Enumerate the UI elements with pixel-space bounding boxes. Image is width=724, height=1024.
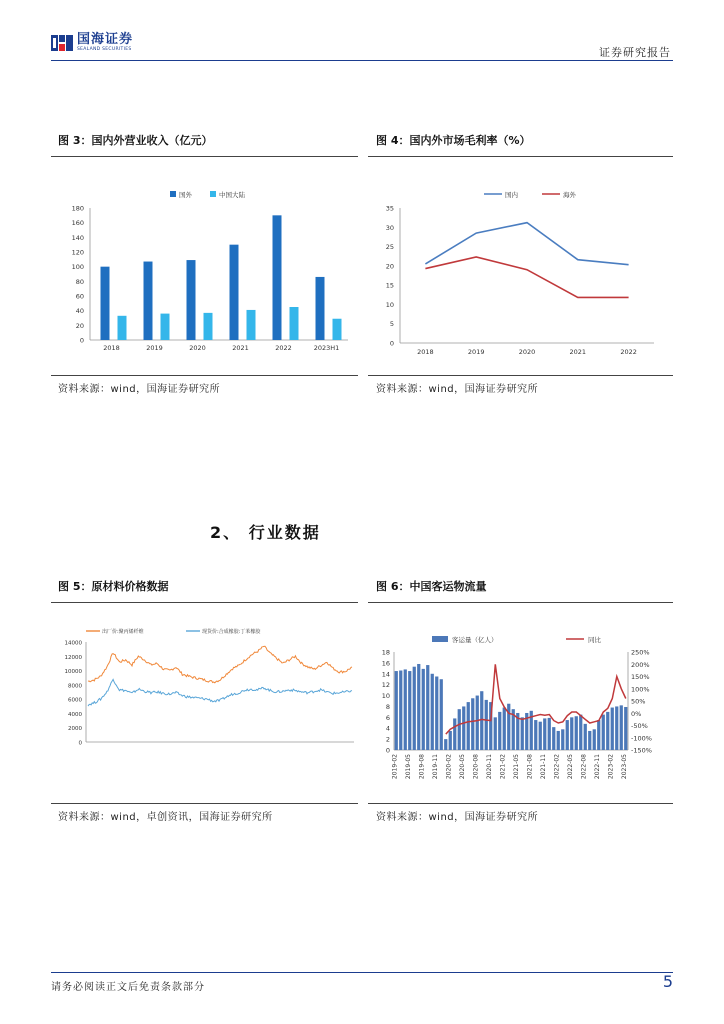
- fig6-x-tick-label: 2019-11: [431, 754, 439, 780]
- fig5-title: 图 5：原材料价格数据: [58, 580, 169, 593]
- fig4-legend-label: 海外: [563, 191, 576, 199]
- fig6-bar: [408, 671, 411, 750]
- page-number: 5: [662, 972, 673, 991]
- fig6-x-tick-label: 2022-08: [580, 754, 588, 780]
- fig6-bar: [624, 707, 627, 750]
- fig5-series-line: [88, 646, 352, 683]
- fig3-y-tick-label: 120: [71, 248, 84, 257]
- fig4-y-tick-label: 25: [385, 243, 394, 252]
- fig6-bar: [548, 718, 551, 750]
- fig6-right-tick-label: 250%: [631, 648, 650, 657]
- fig3-bar: [118, 316, 127, 340]
- fig6-bar: [449, 731, 452, 750]
- fig5-bottom-rule: [51, 803, 358, 804]
- fig3-legend-label: 国外: [179, 191, 192, 199]
- fig6-x-tick-label: 2021-08: [526, 754, 534, 780]
- fig6-top-rule: [368, 602, 673, 603]
- fig6-left-tick-label: 14: [381, 670, 390, 679]
- fig6-right-tick-label: 0%: [631, 709, 642, 718]
- fig6-bar: [404, 669, 407, 750]
- fig6-right-tick-label: -150%: [631, 746, 652, 755]
- fig6-bar: [440, 679, 443, 750]
- footer-disclaimer: 请务必阅读正文后免责条款部分: [51, 982, 205, 993]
- fig3-y-tick-label: 60: [75, 292, 84, 301]
- fig4-y-tick-label: 10: [385, 300, 394, 309]
- fig4-y-tick-label: 5: [389, 320, 394, 329]
- fig6-x-tick-label: 2019-02: [391, 754, 399, 780]
- fig5-y-tick-label: 0: [78, 740, 82, 747]
- fig3-y-tick-label: 140: [71, 233, 84, 242]
- fig6-bar: [593, 729, 596, 750]
- fig6-bar: [462, 706, 465, 750]
- fig4-top-rule: [368, 156, 673, 157]
- fig4-title: 图 4：国内外市场毛利率（%）: [376, 134, 531, 147]
- fig4-y-tick-label: 20: [385, 262, 394, 271]
- fig3-y-tick-label: 80: [75, 277, 84, 286]
- fig6-left-tick-label: 0: [385, 746, 390, 755]
- fig3-legend-label: 中国大陆: [219, 191, 245, 199]
- fig3-y-tick-label: 0: [79, 336, 84, 345]
- logo-en-text: SEALAND SECURITIES: [77, 47, 132, 53]
- fig4-series-line: [425, 257, 628, 298]
- fig6-x-tick-label: 2020-02: [445, 754, 453, 780]
- fig3-bottom-rule: [51, 375, 358, 376]
- fig6-x-tick-label: 2019-05: [404, 754, 412, 780]
- fig6-left-tick-label: 10: [381, 692, 390, 701]
- fig6-right-tick-label: -100%: [631, 734, 652, 743]
- fig3-x-tick-label: 2023H1: [313, 344, 340, 352]
- fig6-left-tick-label: 8: [385, 702, 390, 711]
- section-heading: 2、 行业数据: [210, 523, 321, 542]
- fig6-bar: [413, 667, 416, 750]
- fig3-bar: [333, 319, 342, 340]
- fig6-x-tick-label: 2019-08: [418, 754, 426, 780]
- fig6-left-tick-label: 12: [381, 681, 390, 690]
- fig4-y-tick-label: 30: [385, 223, 394, 232]
- fig6-bar: [575, 716, 578, 750]
- fig6-bar: [611, 708, 614, 750]
- fig6-bar: [521, 717, 524, 750]
- fig6-bar: [579, 715, 582, 750]
- fig3-x-tick-label: 2022: [275, 344, 292, 352]
- fig5-source: 资料来源：wind，卓创资讯，国海证券研究所: [58, 812, 273, 823]
- fig4-x-tick-label: 2018: [417, 348, 434, 356]
- fig6-bar: [395, 671, 398, 750]
- report-type-label: 证券研究报告: [599, 46, 671, 59]
- header-divider: [51, 60, 673, 61]
- fig6-x-tick-label: 2023-05: [620, 754, 628, 780]
- fig3-x-tick-label: 2018: [103, 344, 120, 352]
- fig6-bar: [458, 709, 461, 750]
- fig6-bar: [615, 706, 618, 750]
- fig3-x-tick-label: 2021: [232, 344, 249, 352]
- fig6-bar: [539, 722, 542, 750]
- fig6-bar: [557, 731, 560, 750]
- fig6-bar: [422, 669, 425, 750]
- fig5-y-tick-label: 6000: [68, 697, 82, 704]
- fig6-bar: [480, 691, 483, 750]
- fig6-right-tick-label: 150%: [631, 673, 650, 681]
- fig3-y-tick-label: 160: [71, 219, 84, 228]
- fig4-source: 资料来源：wind，国海证券研究所: [376, 384, 539, 395]
- fig6-x-tick-label: 2020-08: [472, 754, 480, 780]
- fig6-bar: [602, 715, 605, 750]
- fig4-x-tick-label: 2019: [467, 348, 485, 356]
- fig3-bar: [161, 314, 170, 340]
- fig3-bar: [316, 277, 325, 340]
- fig6-legend-swatch: [432, 636, 448, 642]
- fig3-chart: [58, 180, 358, 360]
- fig5-y-tick-label: 8000: [68, 683, 82, 690]
- fig6-right-tick-label: 50%: [631, 697, 646, 706]
- fig3-legend-swatch: [210, 191, 216, 197]
- fig3-y-tick-label: 40: [75, 307, 84, 316]
- fig3-bar: [204, 313, 213, 340]
- fig6-x-tick-label: 2020-11: [485, 754, 493, 780]
- fig3-bar: [290, 307, 299, 340]
- fig6-bar: [570, 717, 573, 750]
- fig6-right-tick-label: 100%: [631, 685, 650, 694]
- fig5-top-rule: [51, 602, 358, 603]
- fig5-y-tick-label: 4000: [68, 711, 82, 718]
- fig6-bar: [399, 671, 402, 750]
- fig3-bar: [101, 267, 110, 340]
- fig6-bar: [426, 665, 429, 750]
- fig3-bar: [230, 245, 239, 340]
- fig6-bar: [561, 729, 564, 750]
- fig6-left-tick-label: 4: [385, 724, 390, 733]
- logo-cn-text: 国海证券: [77, 32, 134, 48]
- fig4-x-tick-label: 2020: [518, 348, 536, 356]
- fig3-legend-swatch: [170, 191, 176, 197]
- fig5-y-tick-label: 14000: [64, 640, 82, 647]
- fig4-chart: [372, 180, 667, 360]
- logo-mark-icon: [51, 33, 73, 53]
- fig6-bar: [620, 705, 623, 750]
- fig3-x-tick-label: 2020: [189, 344, 206, 352]
- fig3-source: 资料来源：wind，国海证券研究所: [58, 384, 221, 395]
- fig3-y-tick-label: 20: [75, 321, 84, 330]
- company-logo: [51, 32, 133, 54]
- fig5-series-line: [88, 679, 352, 706]
- fig5-legend-label: 出厂价:聚丙烯纤维: [102, 629, 144, 635]
- fig6-bar: [467, 702, 470, 750]
- fig4-y-tick-label: 0: [389, 339, 394, 348]
- fig6-bar: [584, 724, 587, 750]
- fig6-bar: [485, 700, 488, 750]
- fig3-x-tick-label: 2019: [146, 344, 163, 352]
- fig6-x-tick-label: 2021-11: [539, 754, 547, 780]
- fig3-bar: [187, 260, 196, 340]
- fig6-right-tick-label: -50%: [631, 722, 648, 730]
- fig3-y-tick-label: 180: [71, 204, 84, 213]
- fig3-bar: [273, 215, 282, 340]
- fig6-bottom-rule: [368, 803, 673, 804]
- fig3-y-tick-label: 100: [71, 263, 84, 272]
- fig5-legend-label: 现货价:合成橡胶:丁苯橡胶: [202, 629, 261, 635]
- fig4-y-tick-label: 15: [385, 281, 394, 290]
- fig6-x-tick-label: 2021-05: [512, 754, 520, 780]
- fig4-x-tick-label: 2021: [569, 348, 587, 356]
- fig6-bar: [476, 696, 479, 750]
- fig6-bar: [597, 720, 600, 750]
- fig4-y-tick-label: 35: [385, 204, 394, 213]
- fig4-series-line: [425, 223, 628, 265]
- fig6-bar: [498, 712, 501, 750]
- fig6-bar: [431, 674, 434, 750]
- fig6-bar: [494, 717, 497, 750]
- fig6-bar: [534, 720, 537, 750]
- fig6-title: 图 6：中国客运物流量: [376, 580, 487, 593]
- fig6-x-tick-label: 2020-05: [458, 754, 466, 780]
- fig5-chart: [56, 622, 358, 797]
- fig6-left-tick-label: 16: [381, 659, 390, 668]
- fig6-bar: [503, 708, 506, 750]
- fig3-bar: [247, 310, 256, 340]
- fig3-top-rule: [51, 156, 358, 157]
- fig5-y-tick-label: 10000: [64, 669, 82, 676]
- fig6-chart: [370, 630, 670, 798]
- fig6-bar: [453, 718, 456, 750]
- fig6-bar: [471, 698, 474, 750]
- fig6-bar: [543, 718, 546, 750]
- fig6-source: 资料来源：wind，国海证券研究所: [376, 812, 539, 823]
- fig6-x-tick-label: 2021-02: [499, 754, 507, 780]
- fig6-x-tick-label: 2022-02: [553, 754, 561, 780]
- fig4-legend-label: 国内: [505, 191, 518, 199]
- fig4-bottom-rule: [368, 375, 673, 376]
- fig3-title: 图 3：国内外营业收入（亿元）: [58, 134, 213, 147]
- fig6-left-tick-label: 18: [381, 648, 390, 657]
- fig6-bar: [435, 677, 438, 751]
- fig6-bar: [552, 727, 555, 750]
- fig6-bar: [606, 712, 609, 750]
- fig6-left-tick-label: 2: [385, 735, 390, 744]
- fig6-bar: [566, 720, 569, 750]
- fig5-y-tick-label: 2000: [68, 726, 82, 733]
- fig6-left-tick-label: 6: [385, 713, 390, 722]
- fig6-right-tick-label: 200%: [631, 660, 650, 669]
- fig3-bar: [144, 262, 153, 340]
- fig6-x-tick-label: 2023-02: [607, 754, 615, 780]
- fig6-legend-label: 客运量（亿人）: [452, 636, 498, 644]
- fig4-x-tick-label: 2022: [620, 348, 637, 356]
- fig6-legend-label: 同比: [588, 636, 601, 644]
- footer-divider: [51, 972, 673, 973]
- fig6-x-tick-label: 2022-11: [593, 754, 601, 780]
- fig6-bar: [417, 664, 420, 750]
- fig5-y-tick-label: 12000: [64, 654, 82, 661]
- fig6-bar: [588, 731, 591, 750]
- fig6-x-tick-label: 2022-05: [566, 754, 574, 780]
- fig6-bar: [444, 739, 447, 750]
